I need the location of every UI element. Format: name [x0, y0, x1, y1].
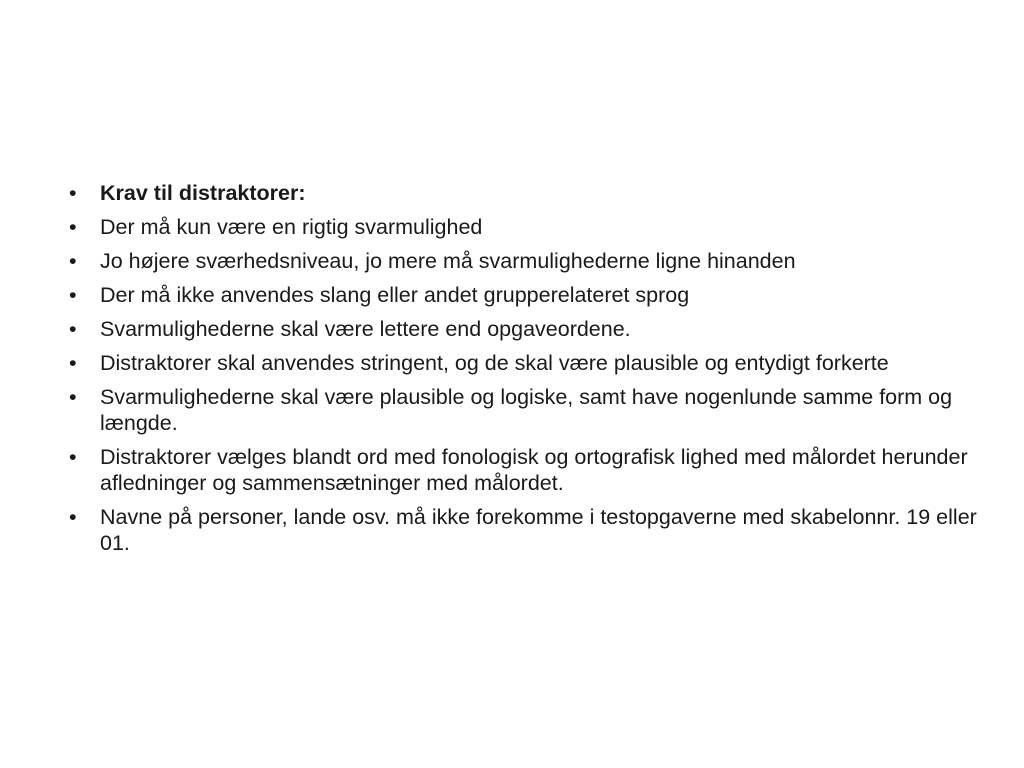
bullet-item [60, 316, 980, 342]
bullet-icon: • [69, 215, 77, 239]
bullet-item [60, 214, 980, 240]
bullet-item [60, 248, 980, 274]
bullet-text: Distraktorer vælges blandt ord med fonologisk og ortografisk lighed med målordet herunder afledninger og sammensætninger med målordet. [100, 445, 968, 495]
bullet-icon: • [69, 181, 77, 205]
bullet-icon: • [69, 385, 77, 409]
bullet-icon: • [69, 445, 77, 469]
bullet-icon: • [69, 283, 77, 307]
bullet-icon: • [69, 249, 77, 273]
bullet-icon: • [69, 317, 77, 341]
bullet-item [60, 350, 980, 376]
bullet-heading: Krav til distraktorer: [100, 181, 306, 205]
bullet-item [60, 504, 980, 556]
bullet-text: Distraktorer skal anvendes stringent, og de skal være plausible og entydigt forkerte [100, 351, 889, 375]
bullet-text: Svarmulighederne skal være plausible og logiske, samt have nogenlunde samme form og længde. [100, 385, 953, 435]
bullet-text: Der må kun være en rigtig svarmulighed [100, 215, 483, 239]
bullet-item [60, 384, 980, 436]
bullet-text: Svarmulighederne skal være lettere end opgaveordene. [100, 317, 631, 341]
bullet-item [60, 444, 980, 496]
bullet-item [60, 180, 980, 206]
bullet-list [60, 180, 980, 564]
bullet-icon: • [69, 505, 77, 529]
bullet-icon: • [69, 351, 77, 375]
bullet-text: Navne på personer, lande osv. må ikke forekomme i testopgaverne med skabelonnr. 19 eller 01. [100, 505, 977, 555]
bullet-text: Jo højere sværhedsniveau, jo mere må svarmulighederne ligne hinanden [100, 249, 796, 273]
bullet-text: Der må ikke anvendes slang eller andet grupperelateret sprog [100, 283, 690, 307]
bullet-item [60, 282, 980, 308]
